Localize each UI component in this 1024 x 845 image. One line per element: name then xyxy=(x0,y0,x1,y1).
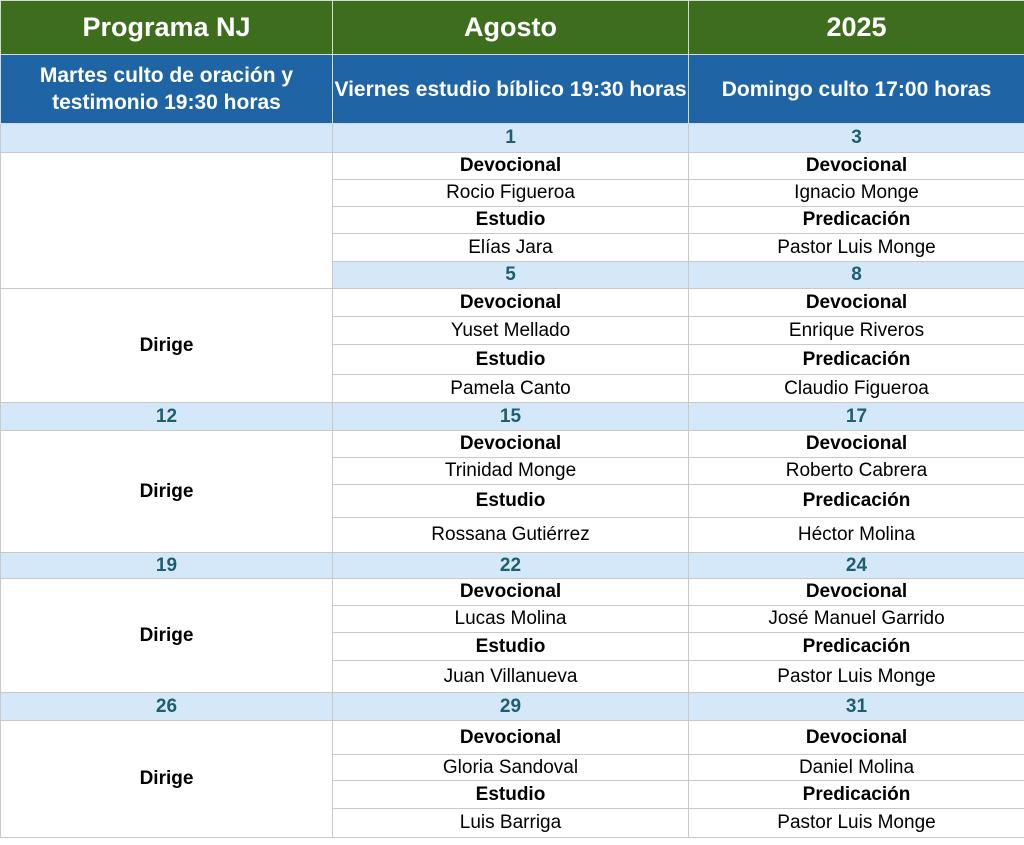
tuesday-dirige-label: Dirige xyxy=(1,721,333,838)
month-title: Agosto xyxy=(333,1,689,55)
sunday-devocional-name: Daniel Molina xyxy=(689,755,1024,781)
friday-estudio-label: Estudio xyxy=(333,485,689,518)
tuesday-dirige-label xyxy=(1,153,333,289)
friday-devocional-name: Gloria Sandoval xyxy=(333,755,689,781)
friday-devocional-label: Devocional xyxy=(333,721,689,755)
tuesday-date: 19 xyxy=(1,553,333,579)
sunday-predicacion-label: Predicación xyxy=(689,485,1024,518)
tuesday-date xyxy=(1,124,333,153)
friday-devocional-name: Lucas Molina xyxy=(333,606,689,633)
program-title: Programa NJ xyxy=(1,1,333,55)
sunday-devocional-label: Devocional xyxy=(689,721,1024,755)
tuesday-date: 5 xyxy=(333,262,689,289)
friday-estudio-label: Estudio xyxy=(333,207,689,234)
sunday-devocional-label: Devocional xyxy=(689,289,1024,317)
friday-date: 22 xyxy=(333,553,689,579)
tuesday-leader-name: Luis Barriga xyxy=(333,809,689,838)
friday-estudio-name: Pastor Luis Monge xyxy=(689,809,1024,838)
tuesday-date: 26 xyxy=(1,693,333,721)
tuesday-dirige-label: Dirige xyxy=(1,431,333,553)
friday-estudio-label: Estudio xyxy=(333,633,689,661)
sunday-devocional-label: Devocional xyxy=(689,431,1024,458)
sunday-devocional-label: Devocional xyxy=(689,579,1024,606)
sunday-date: 17 xyxy=(689,403,1024,431)
date-row xyxy=(1,124,1024,153)
sunday-date: 3 xyxy=(689,124,1024,153)
date-row xyxy=(1,693,1024,721)
sunday-date: 24 xyxy=(689,553,1024,579)
sunday-predicacion-label: Predicación xyxy=(689,633,1024,661)
tuesday-dirige-label: Dirige xyxy=(1,289,333,403)
devocional-label-row xyxy=(1,431,1024,458)
friday-devocional-label: Devocional xyxy=(333,153,689,180)
tuesday-leader-name: Pamela Canto xyxy=(333,375,689,403)
friday-date: 8 xyxy=(689,262,1024,289)
friday-estudio-name: Pastor Luis Monge xyxy=(689,661,1024,693)
sunday-devocional-name: Enrique Riveros xyxy=(689,317,1024,345)
friday-date: 15 xyxy=(333,403,689,431)
sunday-devocional-label: Devocional xyxy=(689,153,1024,180)
column-header-row xyxy=(1,55,1024,124)
date-row xyxy=(1,403,1024,431)
tuesday-date: 12 xyxy=(1,403,333,431)
tuesday-header: Martes culto de oración y testimonio 19:30 horas xyxy=(1,55,333,124)
devocional-label-row xyxy=(1,721,1024,755)
sunday-devocional-name: José Manuel Garrido xyxy=(689,606,1024,633)
friday-devocional-name: Trinidad Monge xyxy=(333,458,689,485)
year-title: 2025 xyxy=(689,1,1024,55)
friday-estudio-label: Estudio xyxy=(333,345,689,375)
sunday-devocional-name: Roberto Cabrera xyxy=(689,458,1024,485)
friday-header: Viernes estudio bíblico 19:30 horas xyxy=(333,55,689,124)
sunday-date: 31 xyxy=(689,693,1024,721)
friday-estudio-label: Estudio xyxy=(333,781,689,809)
devocional-label-row xyxy=(1,289,1024,317)
tuesday-leader-name: Juan Villanueva xyxy=(333,661,689,693)
friday-estudio-name: Elías Jara xyxy=(333,234,689,262)
friday-date: 29 xyxy=(333,693,689,721)
friday-devocional-name: Yuset Mellado xyxy=(333,317,689,345)
sunday-predicacion-name: Pastor Luis Monge xyxy=(689,234,1024,262)
sunday-header: Domingo culto 17:00 horas xyxy=(689,55,1024,124)
title-row xyxy=(1,1,1024,55)
friday-devocional-name: Rocio Figueroa xyxy=(333,180,689,207)
sunday-predicacion-label: Predicación xyxy=(689,207,1024,234)
friday-estudio-name: Héctor Molina xyxy=(689,518,1024,553)
devocional-label-row xyxy=(1,153,1024,180)
friday-date: 1 xyxy=(333,124,689,153)
sunday-devocional-name: Ignacio Monge xyxy=(689,180,1024,207)
friday-devocional-label: Devocional xyxy=(333,289,689,317)
tuesday-dirige-label: Dirige xyxy=(1,579,333,693)
devocional-label-row xyxy=(1,579,1024,606)
tuesday-leader-name: Rossana Gutiérrez xyxy=(333,518,689,553)
sunday-predicacion-label: Predicación xyxy=(689,781,1024,809)
friday-estudio-name: Claudio Figueroa xyxy=(689,375,1024,403)
friday-devocional-label: Devocional xyxy=(333,431,689,458)
date-row xyxy=(1,553,1024,579)
sunday-predicacion-label: Predicación xyxy=(689,345,1024,375)
friday-devocional-label: Devocional xyxy=(333,579,689,606)
